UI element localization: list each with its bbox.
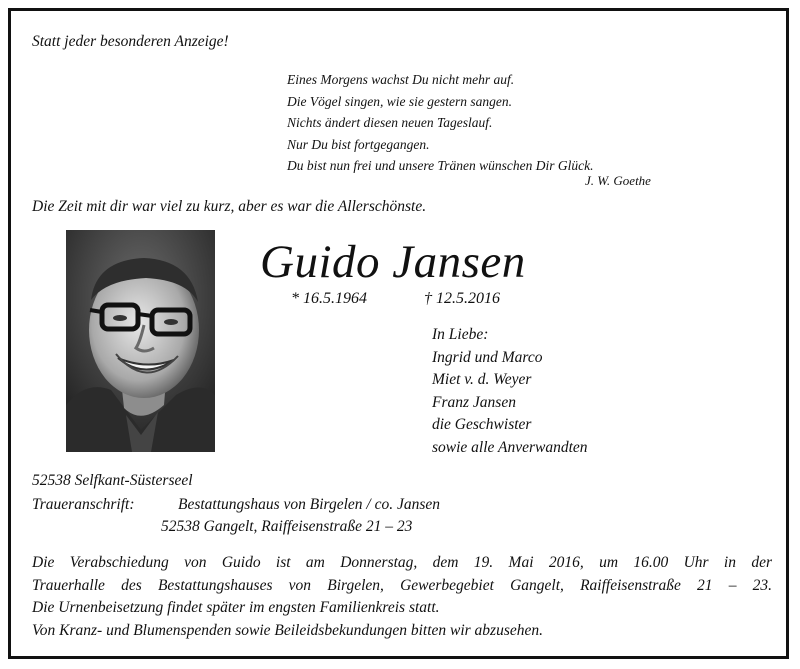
poem-line: Nichts ändert diesen neuen Tageslauf. — [287, 115, 493, 130]
mourning-address-line-2: 52538 Gangelt, Raiffeisenstraße 21 – 23 — [161, 518, 413, 535]
mourning-address-line-1: Bestattungshaus von Birgelen / co. Jansen — [178, 496, 441, 513]
mourner-line: sowie alle Anverwandten — [432, 438, 588, 456]
mourning-address-label: Traueranschrift: — [32, 496, 135, 513]
death-date: † 12.5.2016 — [424, 290, 500, 307]
poem-line: Die Vögel singen, wie sie gestern sangen. — [287, 93, 512, 109]
motto: Die Zeit mit dir war viel zu kurz, aber es war die Allerschönste. — [32, 198, 427, 215]
portrait-image — [66, 230, 215, 452]
poem-line: Eines Morgens wachst Du nicht mehr auf. — [287, 72, 515, 87]
obituary-notice — [8, 8, 789, 659]
poem — [287, 69, 593, 177]
intro-line: Statt jeder besonderen Anzeige! — [32, 33, 229, 50]
notice-line: Trauerhalle des Bestattungshauses von Birgelen, Gewerbegebiet Gangelt, Raiffeisenstraße 21 – 23. — [32, 576, 772, 594]
birth-date: * 16.5.1964 — [291, 290, 367, 307]
mourner-line: Franz Jansen — [432, 393, 516, 411]
mourner-line: In Liebe: — [432, 326, 489, 343]
mourner-line: Miet v. d. Weyer — [432, 371, 532, 388]
poem-line: Du bist nun frei und unsere Tränen wünschen Dir Glück. — [287, 158, 594, 173]
poem-line: Nur Du bist fortgegangen. — [287, 136, 430, 152]
notice-line: Von Kranz- und Blumenspenden sowie Beileidsbekundungen bitten wir abzusehen. — [32, 621, 544, 639]
mourner-line: Ingrid und Marco — [432, 348, 543, 366]
notice-line: Die Verabschiedung von Guido ist am Donnerstag, dem 19. Mai 2016, um 16.00 Uhr in der — [32, 554, 772, 571]
mourner-line: die Geschwister — [432, 416, 532, 433]
notice-line: Die Urnenbeisetzung findet später im engsten Familienkreis statt. — [32, 599, 440, 616]
mourners-list — [432, 324, 588, 459]
ceremony-notice — [32, 552, 772, 642]
poem-author: J. W. Goethe — [585, 173, 651, 188]
deceased-name: Guido Jansen — [260, 236, 526, 288]
portrait-photo — [66, 230, 215, 452]
residence-city: 52538 Selfkant-Süsterseel — [32, 472, 193, 489]
